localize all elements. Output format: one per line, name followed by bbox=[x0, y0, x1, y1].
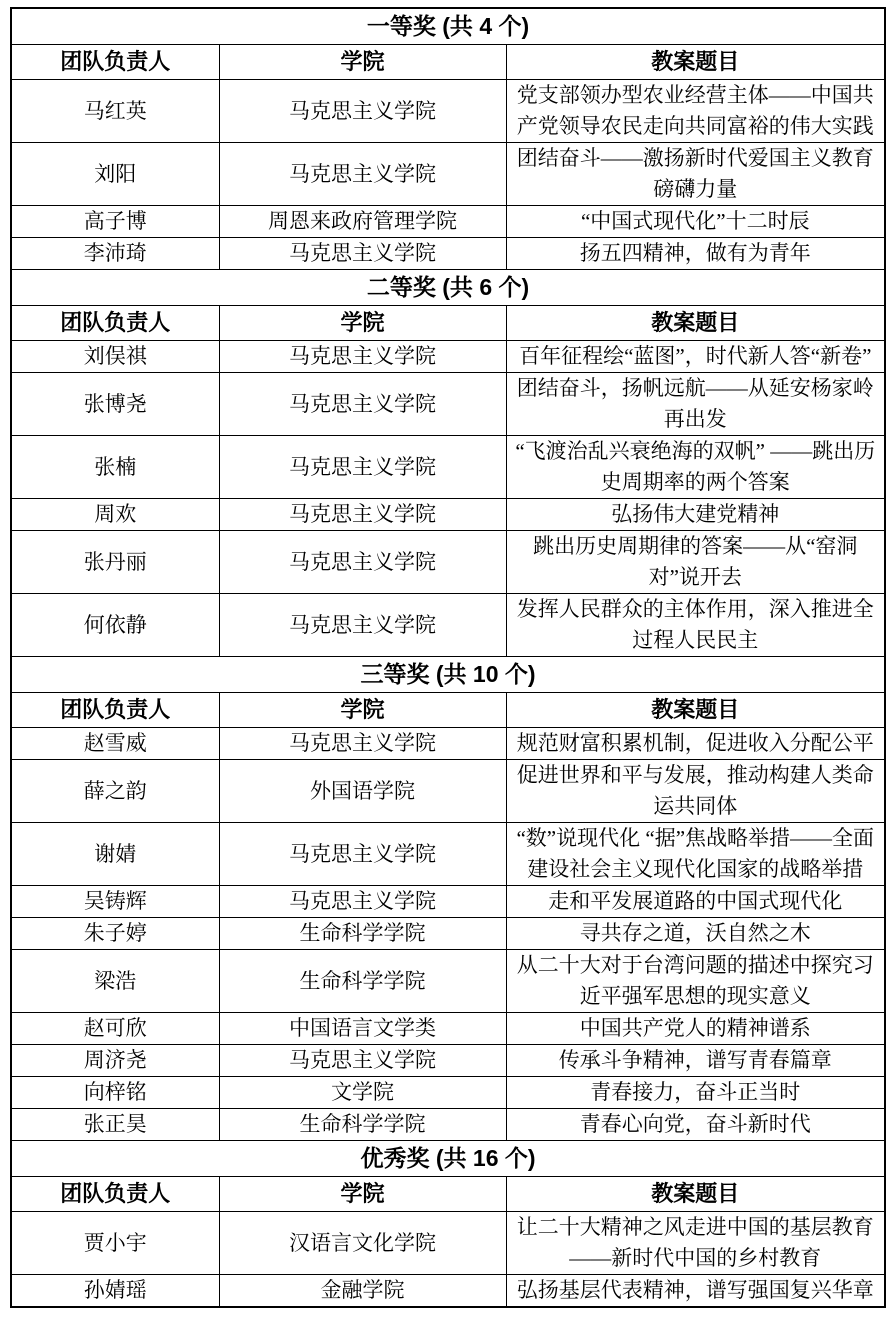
cell-leader: 马红英 bbox=[11, 80, 219, 143]
column-header-row bbox=[11, 693, 885, 728]
cell-leader: 周欢 bbox=[11, 499, 219, 531]
cell-college: 马克思主义学院 bbox=[219, 238, 506, 270]
cell-lesson-title: 弘扬伟大建党精神 bbox=[506, 499, 885, 531]
cell-lesson-title: 从二十大对于台湾问题的描述中探究习近平强军思想的现实意义 bbox=[506, 950, 885, 1013]
awards-table-body bbox=[11, 8, 885, 1307]
column-header-leader: 团队负责人 bbox=[11, 45, 219, 80]
cell-leader: 何依静 bbox=[11, 594, 219, 657]
table-row bbox=[11, 918, 885, 950]
table-row bbox=[11, 341, 885, 373]
column-header-leader: 团队负责人 bbox=[11, 693, 219, 728]
cell-college: 周恩来政府管理学院 bbox=[219, 206, 506, 238]
cell-college: 中国语言文学类 bbox=[219, 1013, 506, 1045]
cell-college: 生命科学学院 bbox=[219, 918, 506, 950]
cell-leader: 梁浩 bbox=[11, 950, 219, 1013]
cell-lesson-title: 青春心向党，奋斗新时代 bbox=[506, 1109, 885, 1141]
cell-leader: 周济尧 bbox=[11, 1045, 219, 1077]
cell-lesson-title: 让二十大精神之风走进中国的基层教育——新时代中国的乡村教育 bbox=[506, 1212, 885, 1275]
cell-lesson-title: 发挥人民群众的主体作用，深入推进全过程人民民主 bbox=[506, 594, 885, 657]
cell-lesson-title: 团结奋斗，扬帆远航——从延安杨家岭再出发 bbox=[506, 373, 885, 436]
table-row bbox=[11, 80, 885, 143]
cell-college: 马克思主义学院 bbox=[219, 373, 506, 436]
cell-college: 马克思主义学院 bbox=[219, 341, 506, 373]
table-row bbox=[11, 499, 885, 531]
table-row bbox=[11, 1275, 885, 1308]
cell-leader: 张丹丽 bbox=[11, 531, 219, 594]
column-header-row bbox=[11, 1177, 885, 1212]
cell-leader: 高子博 bbox=[11, 206, 219, 238]
cell-college: 马克思主义学院 bbox=[219, 1045, 506, 1077]
cell-lesson-title: “中国式现代化”十二时辰 bbox=[506, 206, 885, 238]
table-row bbox=[11, 531, 885, 594]
cell-college: 金融学院 bbox=[219, 1275, 506, 1308]
cell-leader: 张楠 bbox=[11, 436, 219, 499]
cell-college: 生命科学学院 bbox=[219, 950, 506, 1013]
column-header-leader: 团队负责人 bbox=[11, 306, 219, 341]
table-row bbox=[11, 594, 885, 657]
cell-leader: 张博尧 bbox=[11, 373, 219, 436]
cell-leader: 贾小宇 bbox=[11, 1212, 219, 1275]
column-header-college: 学院 bbox=[219, 306, 506, 341]
column-header-college: 学院 bbox=[219, 1177, 506, 1212]
cell-lesson-title: 扬五四精神，做有为青年 bbox=[506, 238, 885, 270]
section-row bbox=[11, 657, 885, 693]
cell-lesson-title: 百年征程绘“蓝图”，时代新人答“新卷” bbox=[506, 341, 885, 373]
awards-table bbox=[10, 7, 886, 1308]
section-title: 三等奖 (共 10 个) bbox=[11, 657, 885, 693]
cell-college: 马克思主义学院 bbox=[219, 594, 506, 657]
cell-lesson-title: 传承斗争精神，谱写青春篇章 bbox=[506, 1045, 885, 1077]
cell-leader: 赵可欣 bbox=[11, 1013, 219, 1045]
cell-college: 马克思主义学院 bbox=[219, 728, 506, 760]
cell-lesson-title: 跳出历史周期律的答案——从“窑洞对”说开去 bbox=[506, 531, 885, 594]
cell-lesson-title: 走和平发展道路的中国式现代化 bbox=[506, 886, 885, 918]
cell-college: 马克思主义学院 bbox=[219, 499, 506, 531]
table-row bbox=[11, 823, 885, 886]
column-header-lesson-title: 教案题目 bbox=[506, 306, 885, 341]
cell-leader: 李沛琦 bbox=[11, 238, 219, 270]
cell-leader: 朱子婷 bbox=[11, 918, 219, 950]
table-row bbox=[11, 206, 885, 238]
section-title: 一等奖 (共 4 个) bbox=[11, 8, 885, 45]
table-row bbox=[11, 1077, 885, 1109]
cell-college: 文学院 bbox=[219, 1077, 506, 1109]
column-header-lesson-title: 教案题目 bbox=[506, 1177, 885, 1212]
cell-college: 马克思主义学院 bbox=[219, 886, 506, 918]
table-row bbox=[11, 238, 885, 270]
section-row bbox=[11, 8, 885, 45]
cell-leader: 刘俣祺 bbox=[11, 341, 219, 373]
table-row bbox=[11, 1013, 885, 1045]
cell-college: 外国语学院 bbox=[219, 760, 506, 823]
cell-lesson-title: “飞渡治乱兴衰绝海的双帆” ——跳出历史周期率的两个答案 bbox=[506, 436, 885, 499]
section-row bbox=[11, 270, 885, 306]
cell-lesson-title: 规范财富积累机制，促进收入分配公平 bbox=[506, 728, 885, 760]
cell-college: 生命科学学院 bbox=[219, 1109, 506, 1141]
column-header-college: 学院 bbox=[219, 693, 506, 728]
cell-college: 马克思主义学院 bbox=[219, 143, 506, 206]
cell-college: 马克思主义学院 bbox=[219, 823, 506, 886]
column-header-row bbox=[11, 45, 885, 80]
cell-lesson-title: “数”说现代化 “据”焦战略举措——全面建设社会主义现代化国家的战略举措 bbox=[506, 823, 885, 886]
cell-leader: 向梓铭 bbox=[11, 1077, 219, 1109]
cell-lesson-title: 寻共存之道，沃自然之木 bbox=[506, 918, 885, 950]
cell-lesson-title: 党支部领办型农业经营主体——中国共产党领导农民走向共同富裕的伟大实践 bbox=[506, 80, 885, 143]
cell-leader: 张正昊 bbox=[11, 1109, 219, 1141]
cell-lesson-title: 弘扬基层代表精神，谱写强国复兴华章 bbox=[506, 1275, 885, 1308]
cell-lesson-title: 促进世界和平与发展，推动构建人类命运共同体 bbox=[506, 760, 885, 823]
cell-lesson-title: 团结奋斗——激扬新时代爱国主义教育磅礴力量 bbox=[506, 143, 885, 206]
table-row bbox=[11, 436, 885, 499]
column-header-college: 学院 bbox=[219, 45, 506, 80]
cell-leader: 赵雪威 bbox=[11, 728, 219, 760]
section-title: 优秀奖 (共 16 个) bbox=[11, 1141, 885, 1177]
cell-lesson-title: 青春接力，奋斗正当时 bbox=[506, 1077, 885, 1109]
table-row bbox=[11, 950, 885, 1013]
cell-college: 马克思主义学院 bbox=[219, 436, 506, 499]
cell-leader: 薛之韵 bbox=[11, 760, 219, 823]
column-header-leader: 团队负责人 bbox=[11, 1177, 219, 1212]
section-row bbox=[11, 1141, 885, 1177]
cell-lesson-title: 中国共产党人的精神谱系 bbox=[506, 1013, 885, 1045]
cell-leader: 孙婧瑶 bbox=[11, 1275, 219, 1308]
table-row bbox=[11, 886, 885, 918]
column-header-lesson-title: 教案题目 bbox=[506, 45, 885, 80]
column-header-lesson-title: 教案题目 bbox=[506, 693, 885, 728]
table-row bbox=[11, 728, 885, 760]
cell-leader: 谢婧 bbox=[11, 823, 219, 886]
section-title: 二等奖 (共 6 个) bbox=[11, 270, 885, 306]
table-row bbox=[11, 1045, 885, 1077]
cell-leader: 吴铸辉 bbox=[11, 886, 219, 918]
table-row bbox=[11, 1109, 885, 1141]
table-row bbox=[11, 760, 885, 823]
table-row bbox=[11, 1212, 885, 1275]
table-row bbox=[11, 373, 885, 436]
table-row bbox=[11, 143, 885, 206]
cell-college: 汉语言文化学院 bbox=[219, 1212, 506, 1275]
column-header-row bbox=[11, 306, 885, 341]
cell-college: 马克思主义学院 bbox=[219, 531, 506, 594]
cell-leader: 刘阳 bbox=[11, 143, 219, 206]
cell-college: 马克思主义学院 bbox=[219, 80, 506, 143]
